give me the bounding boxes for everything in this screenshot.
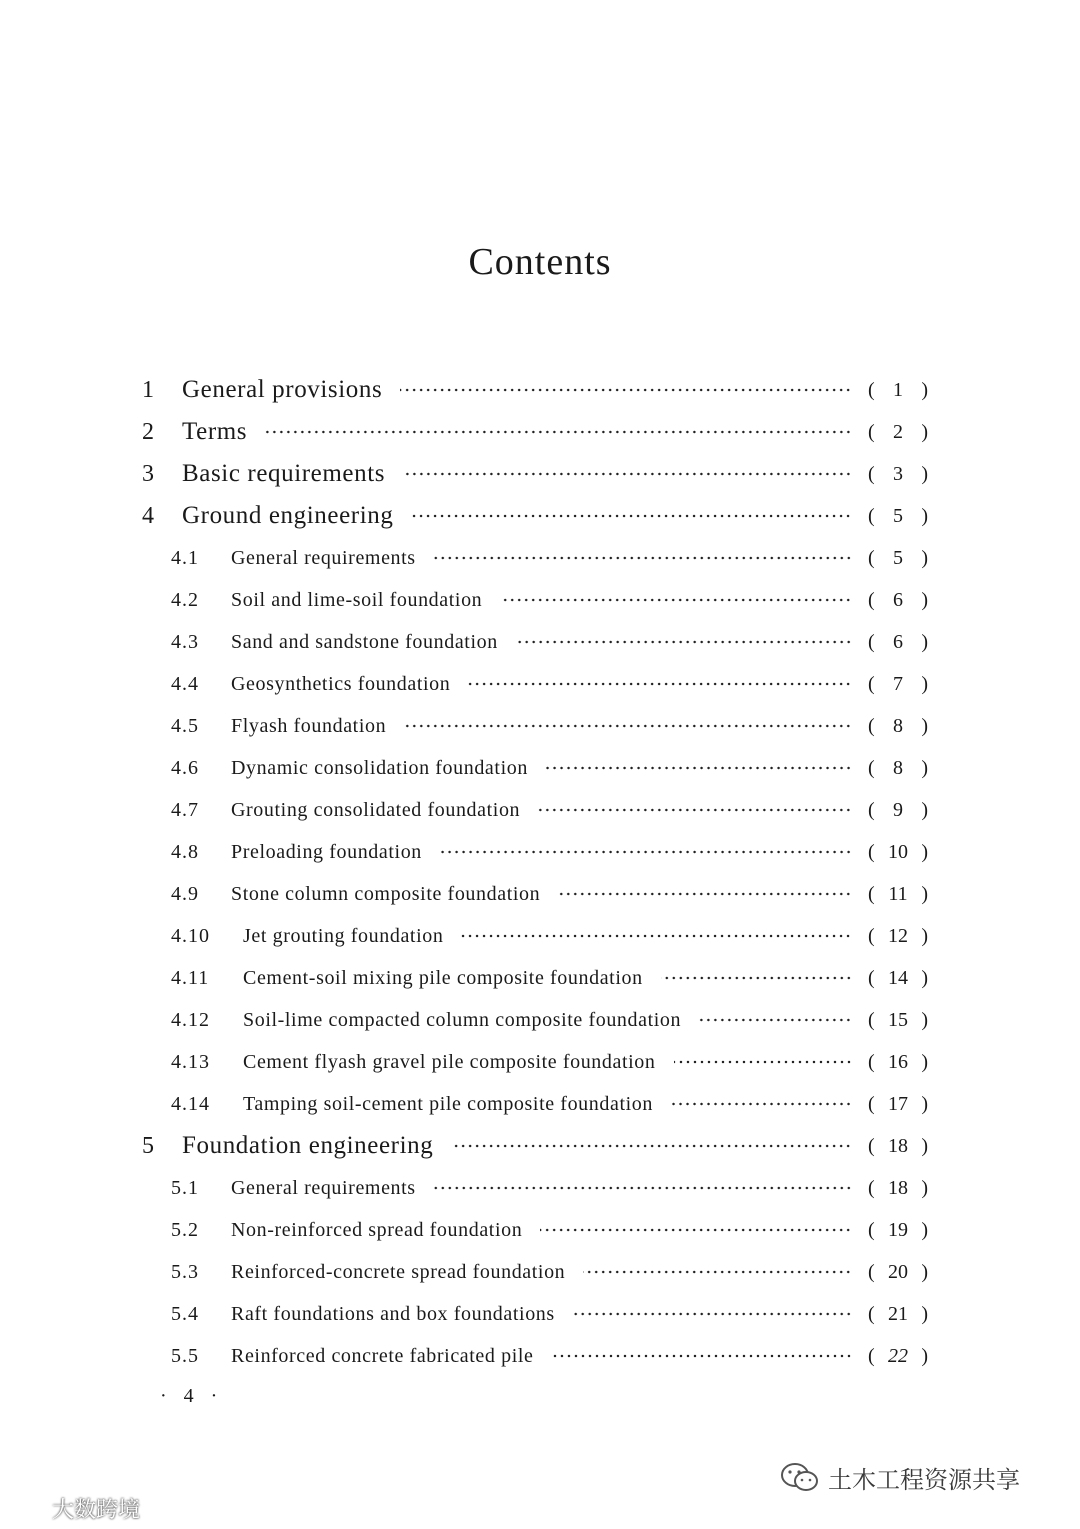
toc-entry-number: 4.2 — [171, 588, 199, 611]
dot-leader — [400, 388, 852, 392]
toc-page-number: 18 — [888, 1176, 908, 1199]
toc-page-number: 6 — [893, 630, 903, 653]
toc-section-row — [0, 1083, 1080, 1125]
toc-page-ref: ( 6 ) — [868, 588, 928, 611]
toc-entry-number: 4.4 — [171, 672, 199, 695]
toc-page-number: 5 — [893, 504, 903, 527]
toc-page-number: 8 — [893, 756, 903, 779]
toc-page-number: 1 — [893, 378, 903, 401]
toc-page-number: 2 — [893, 420, 903, 443]
toc-page-number: 12 — [888, 924, 908, 947]
toc-entry-title: Jet grouting foundation — [243, 924, 444, 947]
table-of-contents — [0, 369, 1080, 1377]
toc-entry-number: 4.10 — [171, 924, 210, 947]
toc-entry-number: 4 — [142, 502, 154, 529]
toc-page-number: 8 — [893, 714, 903, 737]
toc-entry-number: 4.3 — [171, 630, 199, 653]
toc-section-row — [0, 915, 1080, 957]
dot-leader — [516, 640, 852, 644]
toc-page-number: 14 — [888, 966, 908, 989]
toc-page-number: 17 — [888, 1092, 908, 1115]
dot-leader — [583, 1270, 852, 1274]
toc-page-number: 15 — [888, 1008, 908, 1031]
toc-page-ref: ( 1 ) — [868, 378, 928, 401]
toc-entry-number: 4.11 — [171, 966, 210, 989]
toc-entry-number: 4.8 — [171, 840, 199, 863]
toc-entry-number: 2 — [142, 418, 154, 445]
dot-leader — [461, 934, 852, 938]
toc-page-number: 11 — [888, 882, 908, 905]
toc-page-number: 5 — [893, 546, 903, 569]
toc-page-ref: ( 10 ) — [868, 840, 928, 863]
toc-page-number: 19 — [888, 1218, 908, 1241]
dot-leader — [440, 850, 852, 854]
toc-entry-title: Basic requirements — [182, 460, 386, 487]
toc-entry-number: 3 — [142, 460, 154, 487]
wechat-icon — [780, 1461, 820, 1495]
toc-page-ref: ( 18 ) — [868, 1134, 928, 1157]
loop-logo-icon — [6, 1492, 48, 1524]
toc-page-ref: ( 17 ) — [868, 1092, 928, 1115]
toc-section-row — [0, 789, 1080, 831]
toc-entry-number: 4.13 — [171, 1050, 210, 1073]
toc-page-ref: ( 5 ) — [868, 504, 928, 527]
toc-page-ref: ( 21 ) — [868, 1302, 928, 1325]
toc-entry-number: 4.6 — [171, 756, 199, 779]
dot-leader — [500, 598, 852, 602]
toc-entry-title: General provisions — [182, 376, 383, 403]
toc-entry-number: 5 — [142, 1132, 154, 1159]
dot-leader — [434, 556, 852, 560]
dot-leader — [552, 1354, 852, 1358]
toc-section-row — [0, 1251, 1080, 1293]
toc-page-number: 6 — [893, 588, 903, 611]
toc-entry-title: Ground engineering — [182, 502, 394, 529]
toc-section-row — [0, 705, 1080, 747]
toc-entry-title: Grouting consolidated foundation — [231, 798, 521, 821]
toc-page-ref: ( 12 ) — [868, 924, 928, 947]
toc-section-row — [0, 957, 1080, 999]
toc-page-ref: ( 19 ) — [868, 1218, 928, 1241]
dot-leader — [265, 430, 852, 434]
toc-entry-title: Reinforced-concrete spread foundation — [231, 1260, 566, 1283]
toc-entry-number: 4.1 — [171, 546, 199, 569]
toc-entry-number: 4.5 — [171, 714, 199, 737]
toc-entry-title: Flyash foundation — [231, 714, 387, 737]
toc-page-number: 9 — [893, 798, 903, 821]
toc-section-row — [0, 831, 1080, 873]
page-number: · 4 · — [160, 1385, 224, 1407]
toc-section-row — [0, 579, 1080, 621]
dot-leader — [468, 682, 852, 686]
dot-leader — [538, 808, 852, 812]
toc-section-row — [0, 747, 1080, 789]
toc-section-row — [0, 873, 1080, 915]
toc-section-row — [0, 1335, 1080, 1377]
toc-chapter-row — [0, 411, 1080, 453]
toc-page-number: 7 — [893, 672, 903, 695]
toc-entry-title: Stone column composite foundation — [231, 882, 541, 905]
toc-page-ref: ( 2 ) — [868, 420, 928, 443]
toc-entry-title: Cement flyash gravel pile composite foundation — [243, 1050, 656, 1073]
dot-leader — [671, 1102, 852, 1106]
toc-entry-number: 5.2 — [171, 1218, 199, 1241]
toc-section-row — [0, 999, 1080, 1041]
toc-section-row — [0, 1293, 1080, 1335]
toc-entry-title: General requirements — [231, 1176, 416, 1199]
toc-page-number: 18 — [888, 1134, 908, 1157]
toc-entry-number: 1 — [142, 376, 154, 403]
dot-leader — [540, 1228, 852, 1232]
wechat-watermark — [780, 1460, 1020, 1495]
toc-entry-number: 4.14 — [171, 1092, 210, 1115]
dot-leader — [699, 1018, 852, 1022]
toc-entry-title: Preloading foundation — [231, 840, 422, 863]
toc-entry-number: 5.4 — [171, 1302, 199, 1325]
toc-entry-number: 5.5 — [171, 1344, 199, 1367]
dot-leader — [573, 1312, 852, 1316]
toc-page-number: 22 — [888, 1344, 908, 1367]
toc-page-number: 20 — [888, 1260, 908, 1283]
toc-page-number: 10 — [888, 840, 908, 863]
toc-chapter-row — [0, 453, 1080, 495]
dot-leader — [434, 1186, 852, 1190]
dot-leader — [558, 892, 852, 896]
toc-chapter-row — [0, 369, 1080, 411]
toc-entry-title: Soil-lime compacted column composite foundation — [243, 1008, 682, 1031]
toc-entry-title: Dynamic consolidation foundation — [231, 756, 528, 779]
toc-page-number: 21 — [888, 1302, 908, 1325]
toc-page-number: 3 — [893, 462, 903, 485]
toc-page-ref: ( 16 ) — [868, 1050, 928, 1073]
toc-section-row — [0, 1167, 1080, 1209]
toc-chapter-row — [0, 1125, 1080, 1167]
toc-entry-title: Soil and lime-soil foundation — [231, 588, 483, 611]
toc-entry-number: 5.1 — [171, 1176, 199, 1199]
toc-page-ref: ( 22 ) — [868, 1344, 928, 1367]
wechat-watermark-text: 土木工程资源共享 — [828, 1466, 1020, 1494]
toc-page-ref: ( 9 ) — [868, 798, 928, 821]
toc-page-number: 16 — [888, 1050, 908, 1073]
dot-leader — [661, 976, 852, 980]
toc-chapter-row — [0, 495, 1080, 537]
toc-page-ref: ( 6 ) — [868, 630, 928, 653]
toc-section-row — [0, 1209, 1080, 1251]
toc-entry-title: Sand and sandstone foundation — [231, 630, 498, 653]
source-watermark — [6, 1492, 140, 1524]
dot-leader — [411, 514, 852, 518]
toc-entry-title: Reinforced concrete fabricated pile — [231, 1344, 534, 1367]
toc-section-row — [0, 537, 1080, 579]
toc-page-ref: ( 7 ) — [868, 672, 928, 695]
toc-entry-title: Raft foundations and box foundations — [231, 1302, 555, 1325]
toc-page-ref: ( 20 ) — [868, 1260, 928, 1283]
toc-entry-title: Foundation engineering — [182, 1132, 434, 1159]
toc-page-ref: ( 15 ) — [868, 1008, 928, 1031]
toc-section-row — [0, 663, 1080, 705]
toc-entry-number: 4.9 — [171, 882, 199, 905]
toc-entry-title: Tamping soil-cement pile composite foundation — [243, 1092, 653, 1115]
page-title: Contents — [468, 241, 612, 283]
toc-entry-title: Cement-soil mixing pile composite foundation — [243, 966, 643, 989]
toc-page-ref: ( 3 ) — [868, 462, 928, 485]
dot-leader — [403, 472, 852, 476]
toc-page-ref: ( 5 ) — [868, 546, 928, 569]
toc-entry-title: Non-reinforced spread foundation — [231, 1218, 523, 1241]
toc-section-row — [0, 621, 1080, 663]
toc-entry-number: 4.12 — [171, 1008, 210, 1031]
toc-page-ref: ( 18 ) — [868, 1176, 928, 1199]
dot-leader — [674, 1060, 852, 1064]
toc-entry-number: 4.7 — [171, 798, 199, 821]
toc-entry-title: General requirements — [231, 546, 416, 569]
toc-entry-title: Terms — [182, 418, 248, 445]
toc-page-ref: ( 14 ) — [868, 966, 928, 989]
dot-leader — [546, 766, 852, 770]
toc-section-row — [0, 1041, 1080, 1083]
source-watermark-text: 大数跨境 — [52, 1497, 141, 1523]
toc-entry-title: Geosynthetics foundation — [231, 672, 451, 695]
dot-leader — [404, 724, 852, 728]
dot-leader — [451, 1144, 852, 1148]
toc-entry-number: 5.3 — [171, 1260, 199, 1283]
toc-page-ref: ( 8 ) — [868, 714, 928, 737]
toc-page-ref: ( 11 ) — [868, 882, 928, 905]
toc-page-ref: ( 8 ) — [868, 756, 928, 779]
